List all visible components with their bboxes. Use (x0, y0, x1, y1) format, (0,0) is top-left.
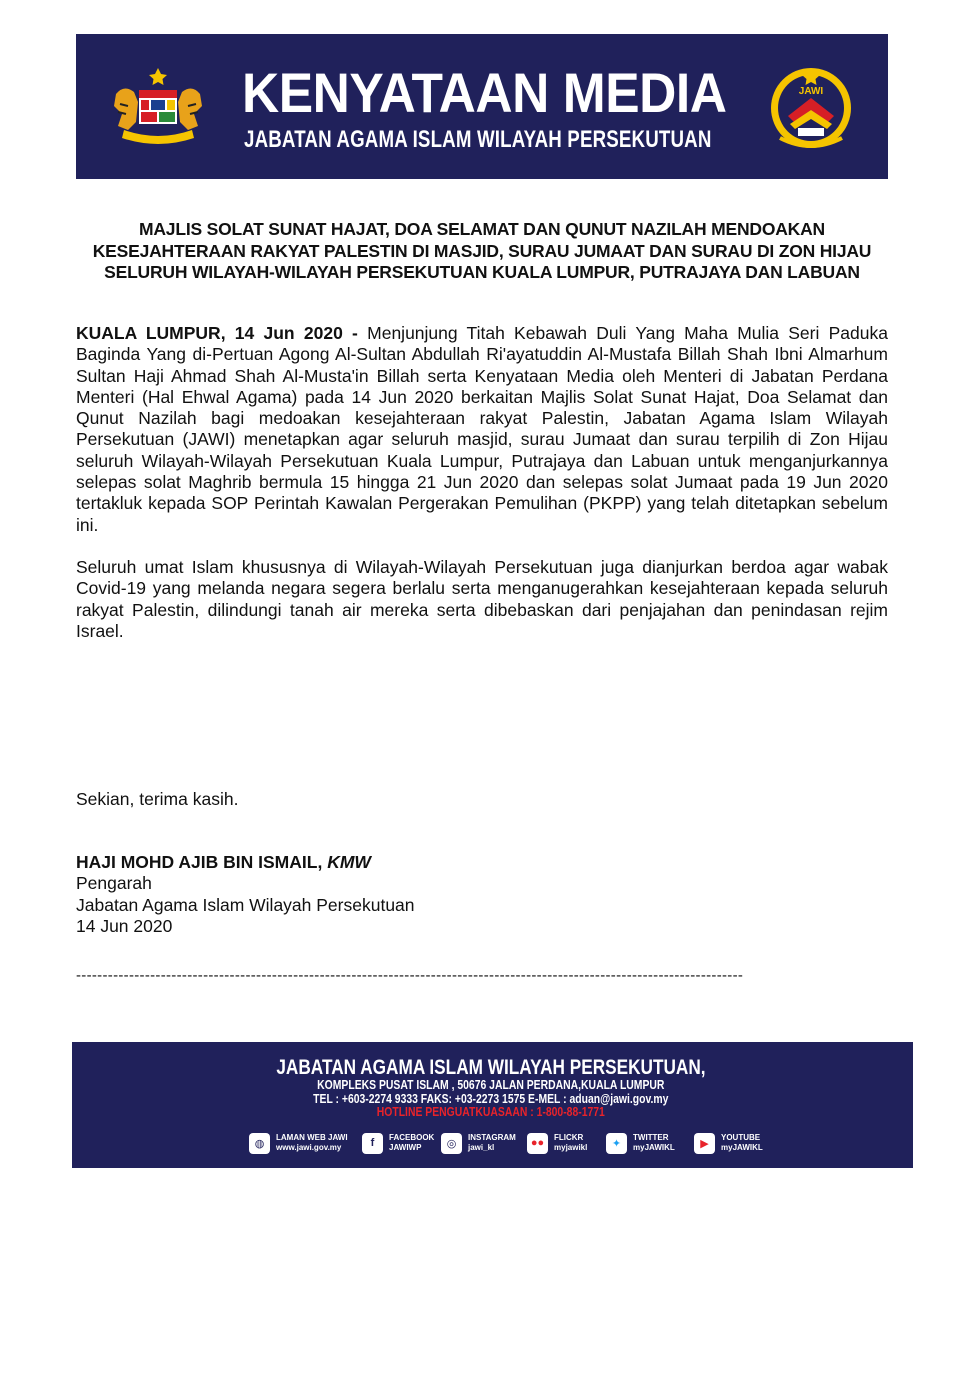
press-release-title: KENYATAAN MEDIA (242, 61, 727, 124)
signatory-position: Pengarah (76, 873, 152, 894)
malaysia-coat-of-arms-icon (106, 64, 210, 150)
signature-date: 14 Jun 2020 (76, 915, 173, 936)
social-label: INSTAGRAM (468, 1133, 516, 1142)
instagram-icon: ◎ (441, 1133, 462, 1154)
headline-line: KESEJAHTERAAN RAKYAT PALESTIN DI MASJID, SURAU JUMAAT DAN SURAU DI ZON HIJAU (92, 240, 872, 261)
globe-icon: ◍ (249, 1133, 270, 1154)
twitter-icon: ✦ (606, 1133, 627, 1154)
social-handle: JAWIWP (389, 1143, 422, 1152)
social-label: FLICKR (554, 1133, 584, 1142)
separator-line: ------------------------------------------------------------------------------------------------------------------------------ (76, 967, 744, 984)
footer-hotline: HOTLINE PENGUATKUASAAN : 1-800-88-1771 (376, 1104, 605, 1119)
flickr-icon: ●● (527, 1133, 548, 1154)
social-label: YOUTUBE (721, 1133, 761, 1142)
social-link-youtube[interactable] (694, 1132, 763, 1154)
social-handle: www.jawi.gov.my (276, 1143, 342, 1152)
social-link-twitter[interactable] (606, 1132, 675, 1154)
social-label: TWITTER (633, 1133, 669, 1142)
facebook-icon: f (362, 1133, 383, 1154)
body-paragraph-2: Seluruh umat Islam khususnya di Wilayah-Wilayah Persekutuan juga dianjurkan berdoa agar wabak Covid-19 yang melanda negara segera berlalu serta menganugerahkan kesejahteraan kepada seluruh rakyat Palestin, dilindungi tanah air mereka serta dibebaskan dari penjajahan dan penindasan rejim Israel. (76, 557, 888, 641)
footer-address: KOMPLEKS PUSAT ISLAM , 50676 JALAN PERDANA,KUALA LUMPUR (317, 1077, 665, 1092)
signatory-department: Jabatan Agama Islam Wilayah Persekutuan (76, 894, 415, 915)
signatory-postnominal: KMW (327, 852, 371, 872)
signature-block (76, 852, 415, 937)
social-link-facebook[interactable] (362, 1132, 434, 1154)
dateline: KUALA LUMPUR, 14 Jun 2020 - (76, 323, 358, 343)
paragraph-1-text: Menjunjung Titah Kebawah Duli Yang Maha Mulia Seri Paduka Baginda Yang di-Pertuan Agong Al-Sultan Abdullah Ri'ayatuddin Al-Mustafa Billah Shah Ibni Almarhum Sultan Haji Ahmad Shah Al-Musta'in Billah serta Kenyataan Media oleh Menteri di Jabatan Perdana Menteri (Hal Ehwal Agama) pada 14 Jun 2020 berkaitan Majlis Solat Sunat Hajat, Doa Selamat dan Qunut Nazilah bagi medoakan kesejahteraan rakyat Palestin, Jabatan Agama Islam Wilayah Persekutuan (JAWI) menetapkan agar seluruh masjid, surau Jumaat dan surau terpilih di Zon Hijau seluruh Wilayah-Wilayah Persekutuan Kuala Lumpur, Putrajaya dan Labuan untuk menganjurkannya selepas solat Maghrib bermula 15 hingga 21 Jun 2020 dan selepas solat Jumaat pada 19 Jun 2020 tertakluk kepada SOP Perintah Kawalan Pergerakan Pemulihan (PKPP) yang telah ditetapkan sebelum ini. (76, 323, 888, 535)
footer-contact: TEL : +603-2274 9333 FAKS: +03-2273 1575 E-MEL : aduan@jawi.gov.my (313, 1091, 669, 1106)
social-handle: jawi_kl (468, 1143, 495, 1152)
social-label: LAMAN WEB JAWI (276, 1133, 348, 1142)
body-paragraph-1 (76, 323, 888, 536)
social-link-instagram[interactable] (441, 1132, 516, 1154)
social-handle: myJAWIKL (633, 1143, 675, 1152)
social-link-flickr[interactable] (527, 1132, 587, 1154)
footer-title: JABATAN AGAMA ISLAM WILAYAH PERSEKUTUAN, (276, 1056, 706, 1079)
headline-line: SELURUH WILAYAH-WILAYAH PERSEKUTUAN KUALA LUMPUR, PUTRAJAYA DAN LABUAN (104, 262, 860, 282)
signatory-name: HAJI MOHD AJIB BIN ISMAIL, (76, 852, 323, 872)
footer-banner (72, 1042, 913, 1168)
headline (76, 219, 888, 284)
svg-text:JAWI: JAWI (798, 86, 824, 97)
social-handle: myJAWIKL (721, 1143, 763, 1152)
header-banner (76, 34, 888, 179)
jawi-emblem-icon (766, 58, 856, 154)
department-subtitle: JABATAN AGAMA ISLAM WILAYAH PERSEKUTUAN (244, 126, 712, 153)
social-label: FACEBOOK (389, 1133, 435, 1142)
youtube-icon: ▶ (694, 1133, 715, 1154)
social-link-website[interactable] (249, 1132, 348, 1154)
closing-remark: Sekian, terima kasih. (76, 789, 239, 809)
headline-line: MAJLIS SOLAT SUNAT HAJAT, DOA SELAMAT DAN QUNUT NAZILAH MENDOAKAN (138, 219, 825, 239)
social-handle: myjawikl (554, 1143, 588, 1152)
